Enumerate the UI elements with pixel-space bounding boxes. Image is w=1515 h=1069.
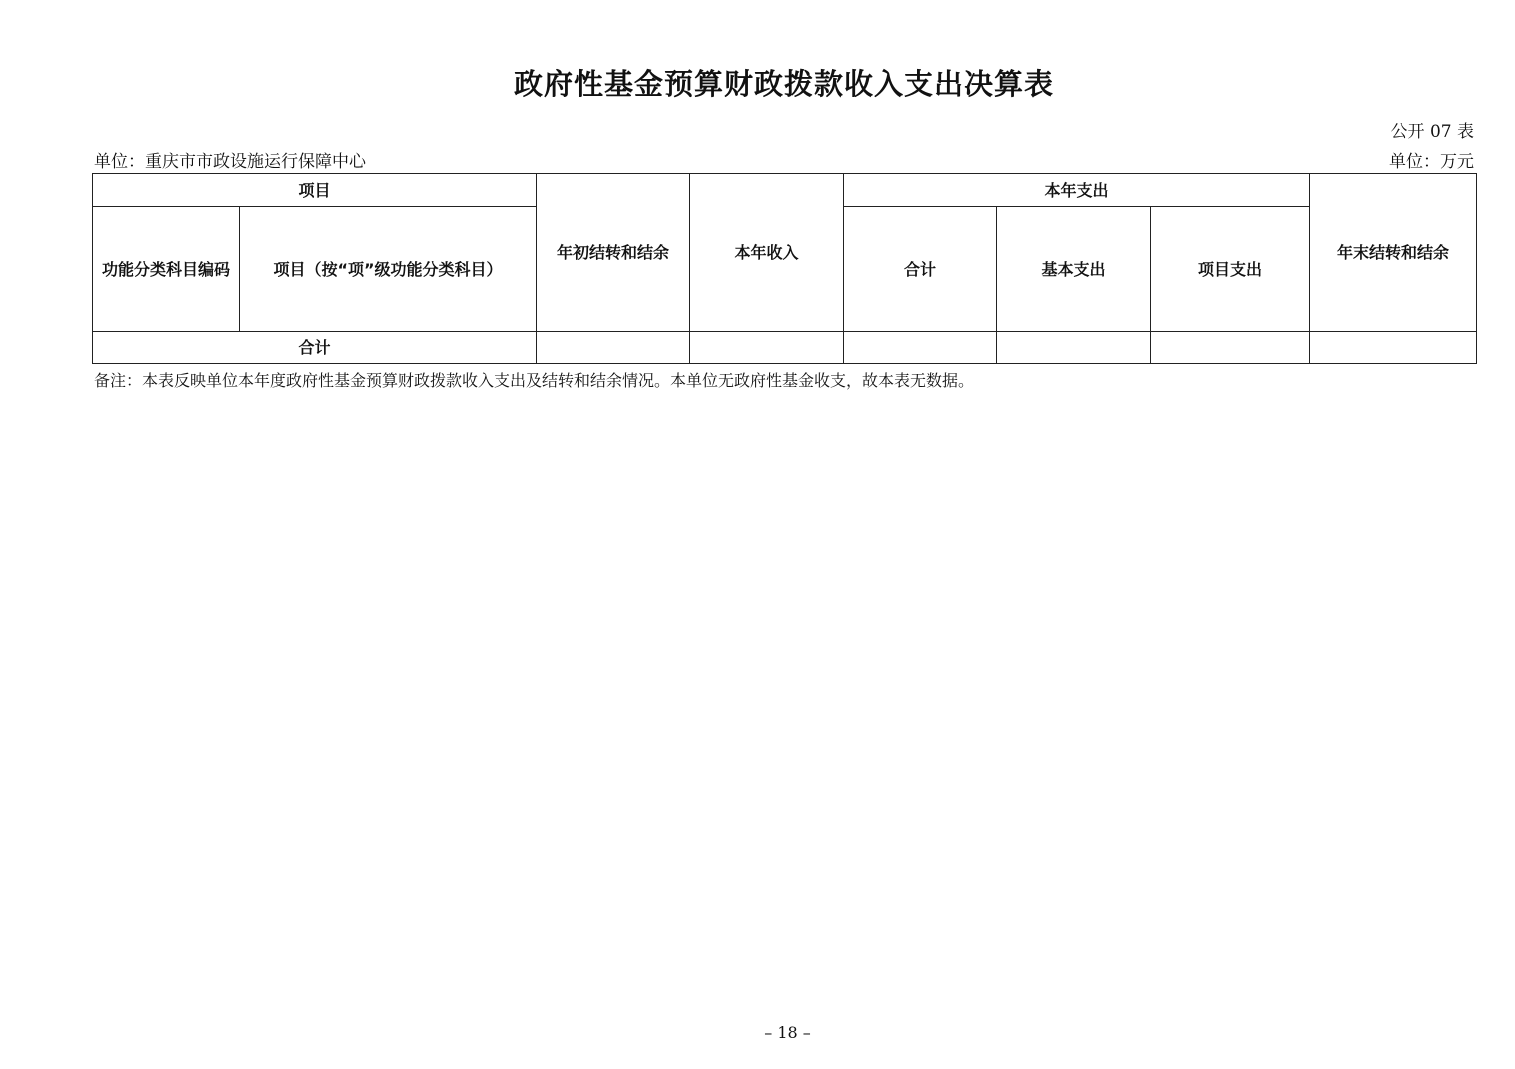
header-opening-balance: 年初结转和结余 xyxy=(537,174,690,332)
page-title: 政府性基金预算财政拨款收入支出决算表 xyxy=(513,67,1054,101)
page-number: – 18 – xyxy=(764,1023,811,1042)
total-closing-balance xyxy=(1310,332,1477,364)
total-current-income xyxy=(690,332,844,364)
header-func-code: 功能分类科目编码 xyxy=(93,207,240,332)
header-project: 项目 xyxy=(93,174,537,207)
header-closing-balance: 年末结转和结余 xyxy=(1310,174,1477,332)
total-basic-expense xyxy=(997,332,1151,364)
form-number: 公开 07 表 xyxy=(1390,122,1474,142)
header-basic-expense: 基本支出 xyxy=(997,207,1151,332)
header-project-name: 项目（按“项”级功能分类科目） xyxy=(240,207,537,332)
table-note: 备注：本表反映单位本年度政府性基金预算财政拨款收入支出及结转和结余情况。本单位无政府性基金收支，故本表无数据。 xyxy=(94,371,975,390)
header-expense-total: 合计 xyxy=(844,207,997,332)
total-expense-total xyxy=(844,332,997,364)
currency-unit: 单位：万元 xyxy=(1389,152,1474,172)
budget-table xyxy=(92,173,1477,364)
header-project-expense: 项目支出 xyxy=(1151,207,1310,332)
total-row xyxy=(93,332,1477,364)
total-label: 合计 xyxy=(93,332,537,364)
header-current-income: 本年收入 xyxy=(690,174,844,332)
header-current-expense: 本年支出 xyxy=(844,174,1310,207)
total-project-expense xyxy=(1151,332,1310,364)
reporting-unit: 单位：重庆市市政设施运行保障中心 xyxy=(94,152,366,172)
header-row xyxy=(93,174,1477,207)
total-opening-balance xyxy=(537,332,690,364)
